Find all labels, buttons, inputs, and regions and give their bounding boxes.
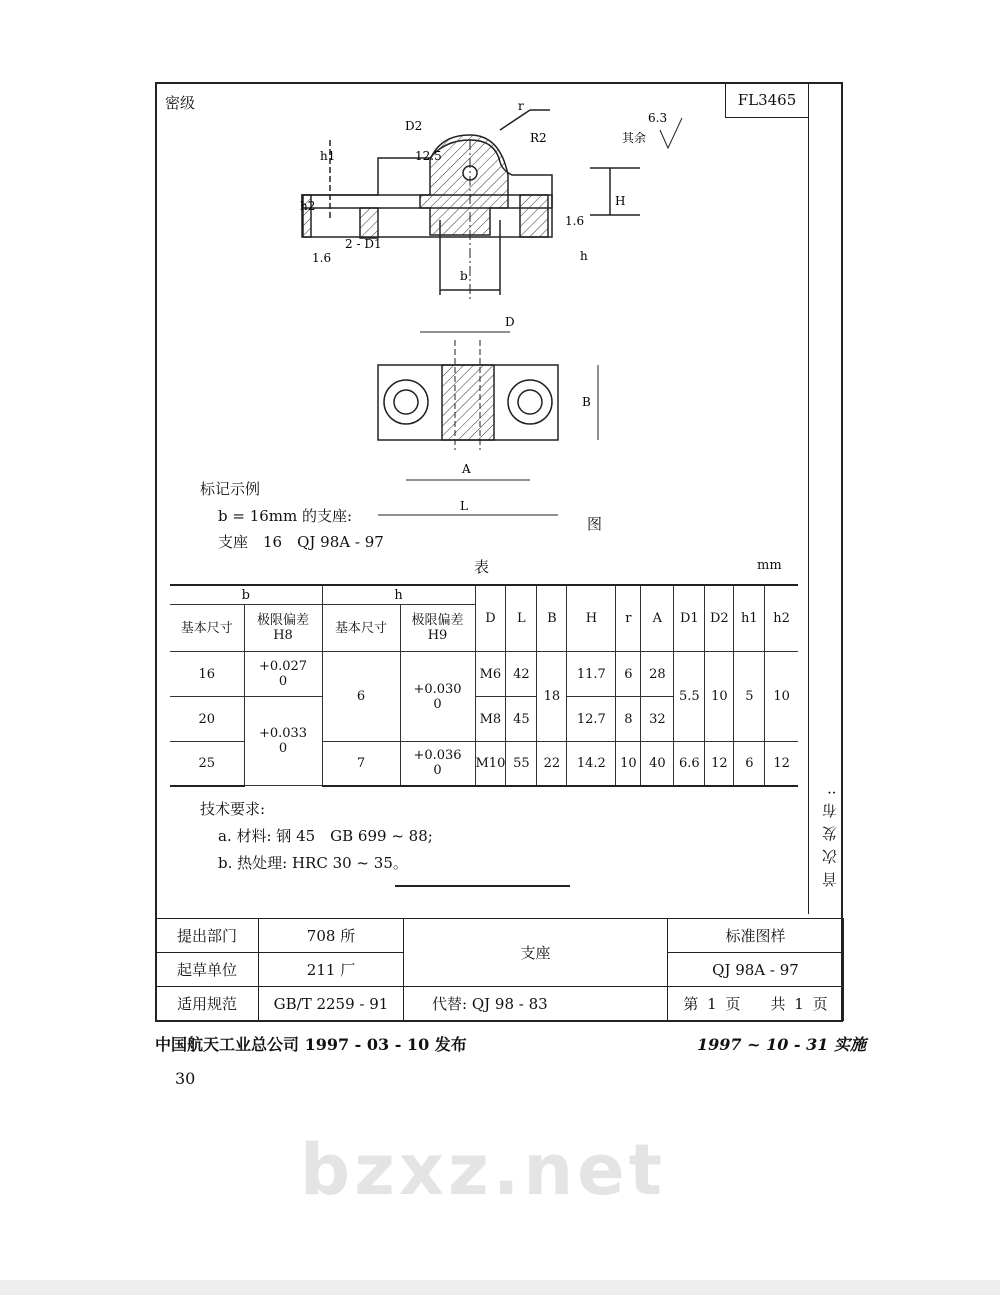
tech-b: b. 热处理: HRC 30 ~ 35。 xyxy=(218,854,408,872)
table-cell: 起草单位 xyxy=(156,953,259,987)
label-D2: D2 xyxy=(405,119,423,133)
table-cell: M10 xyxy=(475,742,506,786)
header-b: b xyxy=(170,585,322,605)
label-L: L xyxy=(460,499,468,513)
header-b-base: 基本尺寸 xyxy=(170,605,244,652)
table-cell: 6.6 xyxy=(674,742,705,786)
header-D: D xyxy=(475,585,506,652)
document-code: FL3465 xyxy=(725,82,808,118)
label-1-6-left: 1.6 xyxy=(312,251,332,265)
watermark: bzxz.net xyxy=(300,1129,667,1211)
header-h1: h1 xyxy=(734,585,765,652)
table-cell: 14.2 xyxy=(567,742,616,786)
viewer-bottom-bar xyxy=(0,1280,1000,1295)
table-cell: 55 xyxy=(506,742,537,786)
table-cell: 8 xyxy=(616,697,641,742)
figure-label: 图 xyxy=(587,515,603,533)
table-cell: 适用规范 xyxy=(156,987,259,1021)
table-cell: 12 xyxy=(765,742,798,786)
table-cell: +0.036 0 xyxy=(400,742,475,786)
header-h-tol: 极限偏差 H9 xyxy=(400,605,475,652)
effective-date: 1997 ~ 10 - 31 实施 xyxy=(697,1035,866,1054)
table-caption: 表 xyxy=(474,558,490,576)
label-h: h xyxy=(580,249,588,263)
label-D: D xyxy=(505,315,515,329)
table-cell: 代替: QJ 98 - 83 xyxy=(404,987,668,1021)
table-cell: 708 所 xyxy=(259,919,404,953)
table-unit: mm xyxy=(757,558,782,573)
dimension-table xyxy=(170,584,798,787)
table-cell: 10 xyxy=(765,652,798,742)
table-cell: 6 xyxy=(322,652,400,742)
header-D2: D2 xyxy=(705,585,734,652)
table-cell: 12.7 xyxy=(567,697,616,742)
table-cell: GB/T 2259 - 91 xyxy=(259,987,404,1021)
header-H: H xyxy=(567,585,616,652)
table-cell: 标准图样 xyxy=(668,919,844,953)
label-r: r xyxy=(518,100,524,113)
table-cell: 211 厂 xyxy=(259,953,404,987)
table-cell: 7 xyxy=(322,742,400,786)
table-cell: 6 xyxy=(616,652,641,697)
table-cell: 45 xyxy=(506,697,537,742)
table-cell: 5 xyxy=(734,652,765,742)
page-number: 30 xyxy=(175,1069,196,1088)
end-line xyxy=(395,885,570,887)
header-h-base: 基本尺寸 xyxy=(322,605,400,652)
table-cell: 10 xyxy=(705,652,734,742)
table-cell: 18 xyxy=(537,652,567,742)
header-D1: D1 xyxy=(674,585,705,652)
table-cell: 16 xyxy=(170,652,244,697)
classification-label: 密级 xyxy=(165,94,196,112)
table-cell: 42 xyxy=(506,652,537,697)
issuer: 中国航天工业总公司 1997 - 03 - 10 发布 xyxy=(155,1035,467,1054)
table-cell: 提出部门 xyxy=(156,919,259,953)
label-A: A xyxy=(462,462,471,476)
table-cell: 28 xyxy=(641,652,674,697)
table-cell: 32 xyxy=(641,697,674,742)
part-name: 支座 xyxy=(404,919,668,987)
table-cell: 5.5 xyxy=(674,652,705,742)
table-cell: 11.7 xyxy=(567,652,616,697)
label-h2: h2 xyxy=(300,199,316,213)
first-issue-label: 首次发布: xyxy=(821,782,839,888)
marking-line2: 支座 16 QJ 98A - 97 xyxy=(218,533,384,551)
label-h1: h1 xyxy=(320,149,336,163)
label-other-roughness: 6.3 xyxy=(648,111,668,125)
table-cell: 22 xyxy=(537,742,567,786)
standard-number: QJ 98A - 97 xyxy=(668,953,844,987)
header-B: B xyxy=(537,585,567,652)
table-cell: 20 xyxy=(170,697,244,742)
label-12-5: 12.5 xyxy=(415,149,442,163)
tech-title: 技术要求: xyxy=(200,800,266,818)
tech-a: a. 材料: 钢 45 GB 699 ~ 88; xyxy=(218,827,433,845)
label-H: H xyxy=(615,194,626,208)
table-row xyxy=(170,652,798,697)
label-B: B xyxy=(582,395,591,409)
table-cell: M6 xyxy=(475,652,506,697)
section-view-drawing xyxy=(290,100,690,300)
label-b: b xyxy=(460,269,468,283)
label-2-D1: 2 - D1 xyxy=(345,237,382,251)
table-cell: 25 xyxy=(170,742,244,786)
header-h2: h2 xyxy=(765,585,798,652)
table-cell: +0.027 0 xyxy=(244,652,322,697)
plan-view-drawing xyxy=(370,310,620,525)
header-A: A xyxy=(641,585,674,652)
header-h: h xyxy=(322,585,475,605)
header-r: r xyxy=(616,585,641,652)
table-cell: 12 xyxy=(705,742,734,786)
label-R2: R2 xyxy=(530,131,547,145)
label-other: 其余 xyxy=(622,131,647,145)
header-b-tol: 极限偏差 H8 xyxy=(244,605,322,652)
marking-line1: b = 16mm 的支座: xyxy=(218,507,353,525)
title-block xyxy=(155,918,844,1021)
table-cell: 第 1 页 共 1 页 xyxy=(668,987,844,1021)
table-cell: 10 xyxy=(616,742,641,786)
table-cell: 40 xyxy=(641,742,674,786)
table-cell: 6 xyxy=(734,742,765,786)
table-cell: +0.033 0 xyxy=(244,697,322,786)
marking-title: 标记示例 xyxy=(200,480,261,498)
header-L: L xyxy=(506,585,537,652)
table-cell: M8 xyxy=(475,697,506,742)
table-cell: +0.030 0 xyxy=(400,652,475,742)
label-1-6-right: 1.6 xyxy=(565,214,585,228)
side-strip-divider xyxy=(808,82,809,914)
